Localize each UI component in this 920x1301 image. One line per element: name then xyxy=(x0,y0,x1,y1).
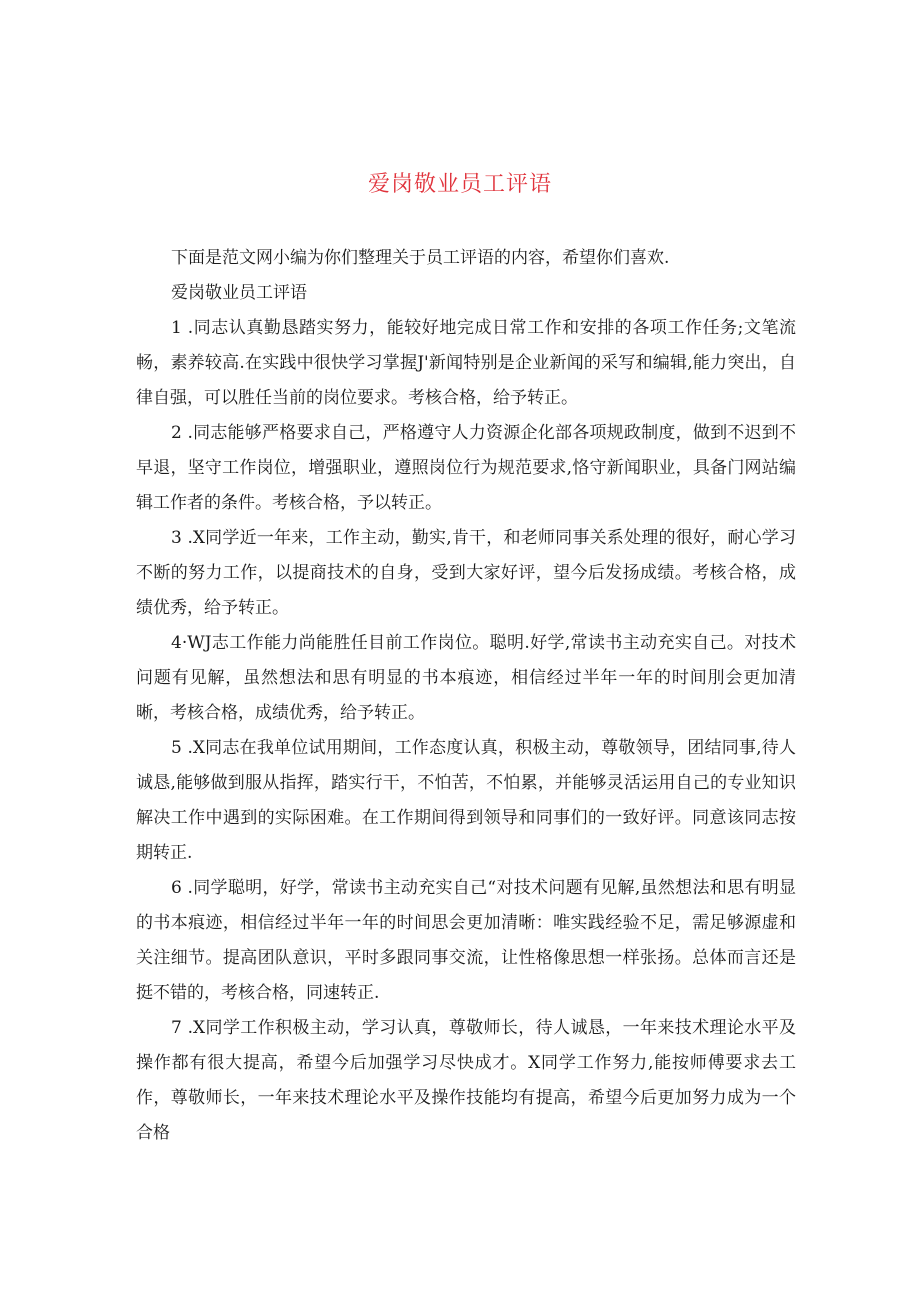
intro-paragraph: 下面是范文网小编为你们整理关于员工评语的内容，希望你们喜欢. xyxy=(171,248,670,268)
comment-paragraph-7: 7 .X同学工作积极主动，学习认真，尊敬师长，待人诚恳，一年来技术理论水平及操作都有很大提高，希望今后加强学习尽快成才。X同学工作努力,能按师傅要求去工作，尊敬师长，一年来技术理论水平及操作技能均有提高，希望今后更加努力成为一个合格 xyxy=(136,1018,796,1143)
section-heading: 爱岗敬业员工评语 xyxy=(171,283,307,303)
comment-paragraph-5: 5 .X同志在我单位试用期间，工作态度认真，积极主动，尊敬领导，团结同事,待人诚恳,能够做到服从指挥，踏实行干，不怕苦，不怕累，并能够灵活运用自己的专业知识解决工作中遇到的实际困难。在工作期间得到领导和同事们的一致好评。同意该同志按期转正. xyxy=(136,738,796,863)
document-body xyxy=(136,241,796,1151)
comment-paragraph-1: 1 .同志认真勤恳踏实努力，能较好地完成日常工作和安排的各项工作任务;文笔流畅，素养较高.在实践中很快学习掌握J'新闻特别是企业新闻的采写和编辑,能力突出，自律自强，可以胜任当前的岗位要求。考核合格，给予转正。 xyxy=(136,318,796,408)
comment-paragraph-4: 4·WJ志工作能力尚能胜任目前工作岗位。聪明.好学,常读书主动充实自己。对技术问题有见解，虽然想法和思有明显的书本痕迹，相信经过半年一年的时间刖会更加清晰，考核合格，成绩优秀，给予转正。 xyxy=(136,633,796,723)
comment-paragraph-6: 6 .同学聪明，好学，常读书主动充实自己“对技术问题有见解,虽然想法和思有明显的书本痕迹，相信经过半年一年的时间思会更加清晰：唯实践经验不足，需足够源虚和关注细节。提高团队意识，平时多跟同事交流，让性格像思想一样张扬。总体而言还是挺不错的，考核合格，同速转正. xyxy=(136,878,796,1003)
comment-paragraph-3: 3 .X同学近一年来，工作主动，勤实,肯干，和老师同事关系处理的很好，耐心学习不断的努力工作，以提商技术的自身，受到大家好评，望今后发扬成绩。考核合格，成绩优秀，给予转正。 xyxy=(136,528,796,618)
document-title: 爱岗敬业员工评语 xyxy=(367,172,552,197)
comment-paragraph-2: 2 .同志能够严格要求自己，严格遵守人力资源企化部各项规政制度，做到不迟到不早退，坚守工作岗位，增强职业，遵照岗位行为规范要求,恪守新闻职业，具备门网站编辑工作者的条件。考核合格，予以转正。 xyxy=(136,423,796,513)
